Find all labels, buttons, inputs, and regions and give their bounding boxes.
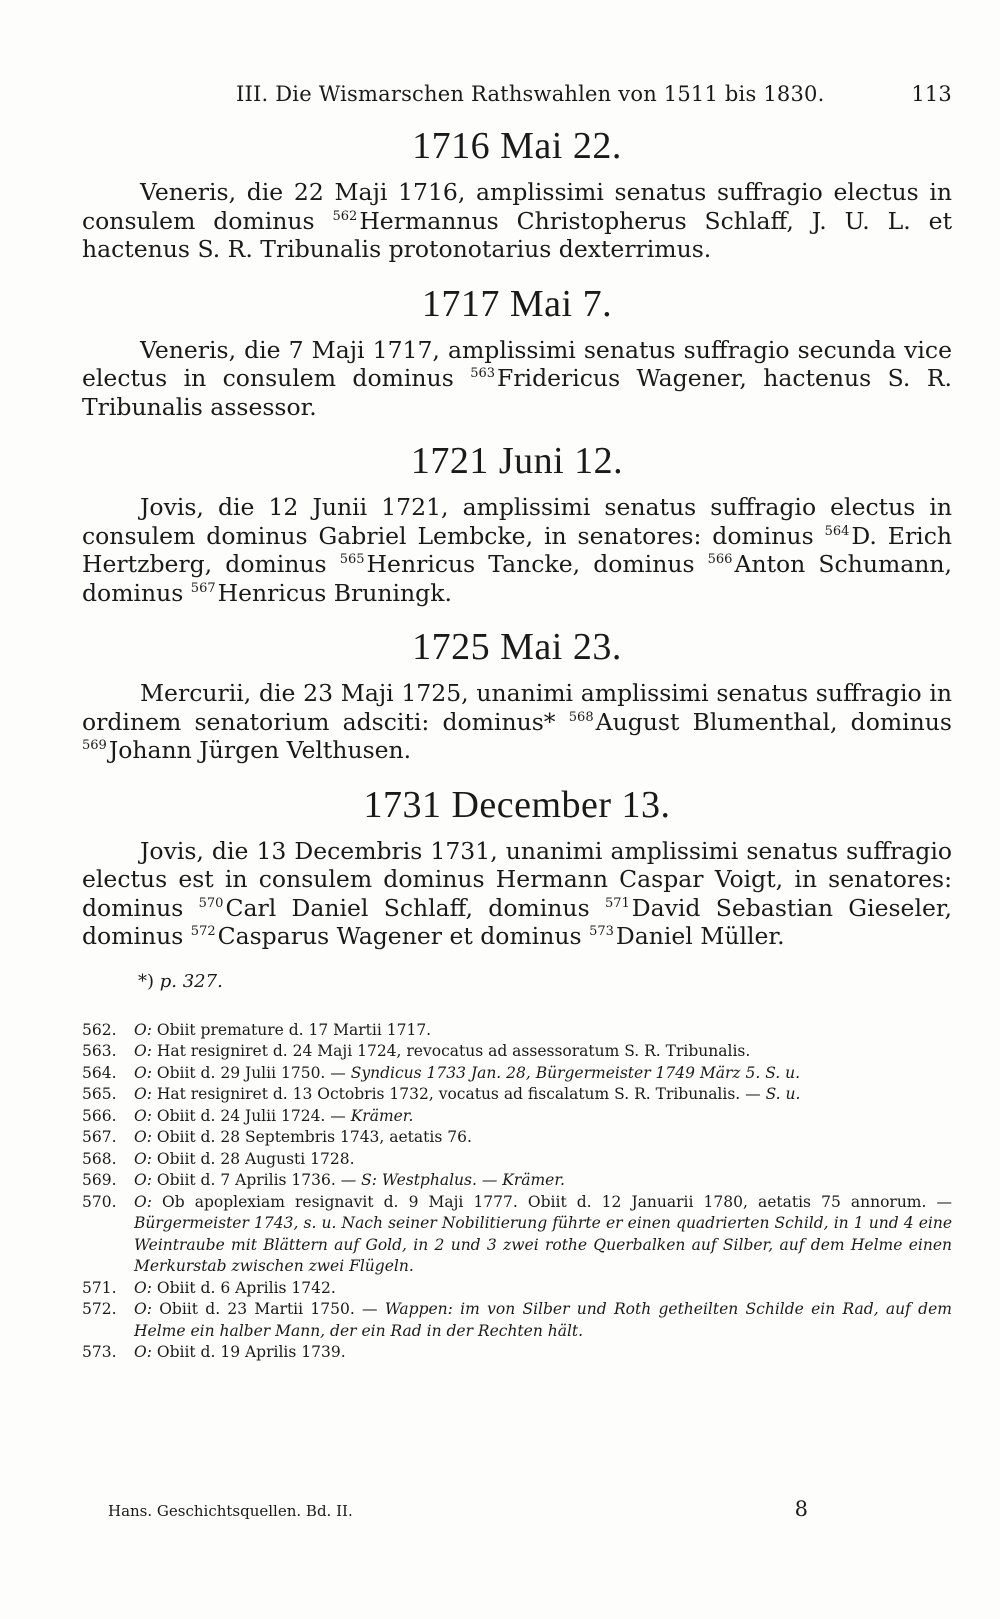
footnote-ref: 571 [604,895,630,911]
footnote-text: O: Obiit d. 23 Martii 1750. — Wappen: im von Silber und Roth getheilten Schilde ein Rad, auf dem Helme ein halber Mann, der ein Rad in der Rechten hält. [134,1300,952,1340]
entry [82,282,952,422]
footnote-ref: 565 [339,552,365,567]
asterisk-ref: p. 327. [159,970,223,992]
footnote-text: O: Obiit d. 24 Julii 1724. — Krämer. [134,1106,414,1125]
footnotes [82,1020,952,1364]
footnote [82,1149,952,1171]
page [82,82,952,1364]
footnote-text: O: Obiit premature d. 17 Martii 1717. [134,1020,432,1039]
footnote-ref: 572 [190,924,216,939]
footnote-text: O: Obiit d. 28 Septembris 1743, aetatis 76. [134,1128,472,1146]
footnote-source: O: [134,1278,157,1297]
footnote-note: Bürgermeister 1743, s. u. Nach seiner Nobilitierung führte er einen quadrierten Schild, in 1 und 4 eine Weintraube mit Blättern auf Gold, in 2 und 3 zwei rothe Querbalken auf Silber, auf dem Helme einen Merkurstab zwischen zwei Flügeln. [134,1214,952,1275]
footnote-number: 566. [82,1106,117,1125]
entry [82,124,952,264]
footnote-ref: 569 [82,738,107,753]
entry [82,783,952,951]
entry-text: Jovis, die 13 Decembris 1731, unanimi amplissimi senatus suffragio electus est in consulem dominus Hermann Caspar Voigt, in senatores: dominus $^{570}$Carl Daniel Schlaff, dominus $^{571}$David Sebastian Gieseler, dominus $^{572}$Casparus Wagener et dominus $^{573}$Daniel Müller. [82,836,952,950]
footnote-note: S: Westphalus. — Krämer. [356,1171,565,1189]
footnote-number: 570. [82,1192,117,1211]
footnote-ref: 570 [198,895,224,911]
imprint: Hans. Geschichtsquellen. Bd. II. [108,1502,353,1520]
footnote-note: Krämer. [345,1106,414,1125]
footnote-text: O: Hat resigniret d. 24 Maji 1724, revocatus ad assessoratum S. R. Tribunalis. [134,1042,751,1060]
entry-heading: 1716 Mai 22. [412,125,622,167]
footnote [82,1127,952,1149]
footnote-number: 571. [82,1278,117,1297]
footnote-source: O: [134,1300,160,1318]
footnote-source: O: [134,1128,157,1146]
entry-heading: 1731 December 13. [363,783,671,826]
footnote-number: 565. [82,1085,117,1103]
page-footer [108,1497,808,1521]
footnote-text: O: Ob apoplexiam resignavit d. 9 Maji 1777. Obiit d. 12 Januarii 1780, aetatis 75 annorum. — Bürgermeister 1743, s. u. Nach seiner Nobilitierung führte er einen quadrierten Schild, in 1 und 4 eine Weintraube mit Blättern auf Gold, in 2 und 3 zwei rothe Querbalken auf Silber, auf dem Helme einen Merkurstab zwischen zwei Flügeln. [134,1192,953,1275]
footnote-ref: 563 [470,366,496,381]
footnote [82,1299,952,1342]
entry-text: Jovis, die 12 Junii 1721, amplissimi senatus suffragio electus in consulem dominus Gabriel Lembcke, in senatores: dominus $^{564}$D. Erich Hertzberg, dominus $^{565}$Henricus Tancke, dominus $^{566}$Anton Schumann, dominus $^{567}$Henricus Bruningk. [82,493,952,607]
footnote [82,1278,952,1300]
footnote-source: O: [134,1192,163,1211]
footnote-number: 563. [82,1042,117,1060]
footnote-ref: 566 [707,552,733,567]
entry-text: Veneris, die 7 Maji 1717, amplissimi senatus suffragio secunda vice electus in consulem dominus $^{563}$Fridericus Wagener, hactenus S. R. Tribunalis assessor. [82,335,952,421]
footnote-source: O: [134,1042,157,1060]
footnote-note: Syndicus 1733 Jan. 28, Bürgermeister 1749 März 5. S. u. [345,1063,801,1082]
footnote-ref: 568 [568,709,594,725]
page-number: 113 [911,82,952,106]
footnote [82,1170,952,1192]
footnote-number: 562. [82,1020,117,1039]
footnote-number: 572. [82,1300,117,1318]
entry [82,439,952,607]
footnote-ref: 562 [332,208,358,224]
footnote-note: S. u. [760,1085,801,1103]
footnote [82,1342,952,1364]
footnote-source: O: [134,1106,157,1125]
footnote [82,1020,952,1042]
asterisk-note [138,971,952,992]
entry-text: Veneris, die 22 Maji 1716, amplissimi senatus suffragio electus in consulem dominus $^{562}$Hermannus Christopherus Schlaff, J. U. L. et hactenus S. R. Tribunalis protonotarius dexterrimus. [82,178,953,263]
footnote-text: O: Hat resigniret d. 13 Octobris 1732, vocatus ad fiscalatum S. R. Tribunalis. — S. u. [134,1085,801,1103]
footnote-text: O: Obiit d. 28 Augusti 1728. [134,1149,355,1168]
footnote [82,1084,952,1106]
footnote-text: O: Obiit d. 29 Julii 1750. — Syndicus 1733 Jan. 28, Bürgermeister 1749 März 5. S. u. [134,1063,801,1082]
footnote [82,1192,952,1278]
footnote-number: 573. [82,1343,117,1361]
footnote-text: O: Obiit d. 19 Aprilis 1739. [134,1343,346,1361]
footnote-ref: 564 [824,523,850,539]
running-header [82,82,952,106]
footnote-source: O: [134,1063,157,1082]
entry-heading: 1721 Juni 12. [410,440,624,482]
footnote-source: O: [134,1149,157,1168]
entry-heading: 1725 Mai 23. [412,626,622,668]
footnote-source: O: [134,1171,157,1189]
footnote-note: Wappen: im von Silber und Roth getheilten Schilde ein Rad, auf dem Helme ein halber Mann, der ein Rad in der Rechten hält. [134,1300,952,1340]
signature-mark: 8 [794,1497,808,1521]
footnote-text: O: Obiit d. 7 Aprilis 1736. — S: Westphalus. — Krämer. [134,1171,565,1189]
footnote-source: O: [134,1020,157,1039]
footnote-number: 564. [82,1063,117,1082]
footnote-number: 567. [82,1128,117,1146]
footnote-source: O: [134,1343,157,1361]
footnote [82,1041,952,1063]
asterisk-marker: *) [138,970,155,992]
footnote-ref: 567 [190,580,216,596]
footnote-source: O: [134,1085,157,1103]
entry-text: Mercurii, die 23 Maji 1725, unanimi amplissimi senatus suffragio in ordinem senatorium adsciti: dominus* $^{568}$August Blumenthal, dominus $^{569}$Johann Jürgen Velthusen. [82,679,952,764]
footnote-number: 568. [82,1149,117,1168]
footnote-text: O: Obiit d. 6 Aprilis 1742. [134,1278,336,1297]
footnote-ref: 573 [589,924,614,939]
entry-heading: 1717 Mai 7. [421,282,613,325]
footnote [82,1063,952,1085]
running-title: III. Die Wismarschen Rathswahlen von 1511 bis 1830. [236,82,825,106]
footnote-number: 569. [82,1171,117,1189]
entry [82,625,952,765]
footnote [82,1106,952,1128]
entries [82,124,952,951]
